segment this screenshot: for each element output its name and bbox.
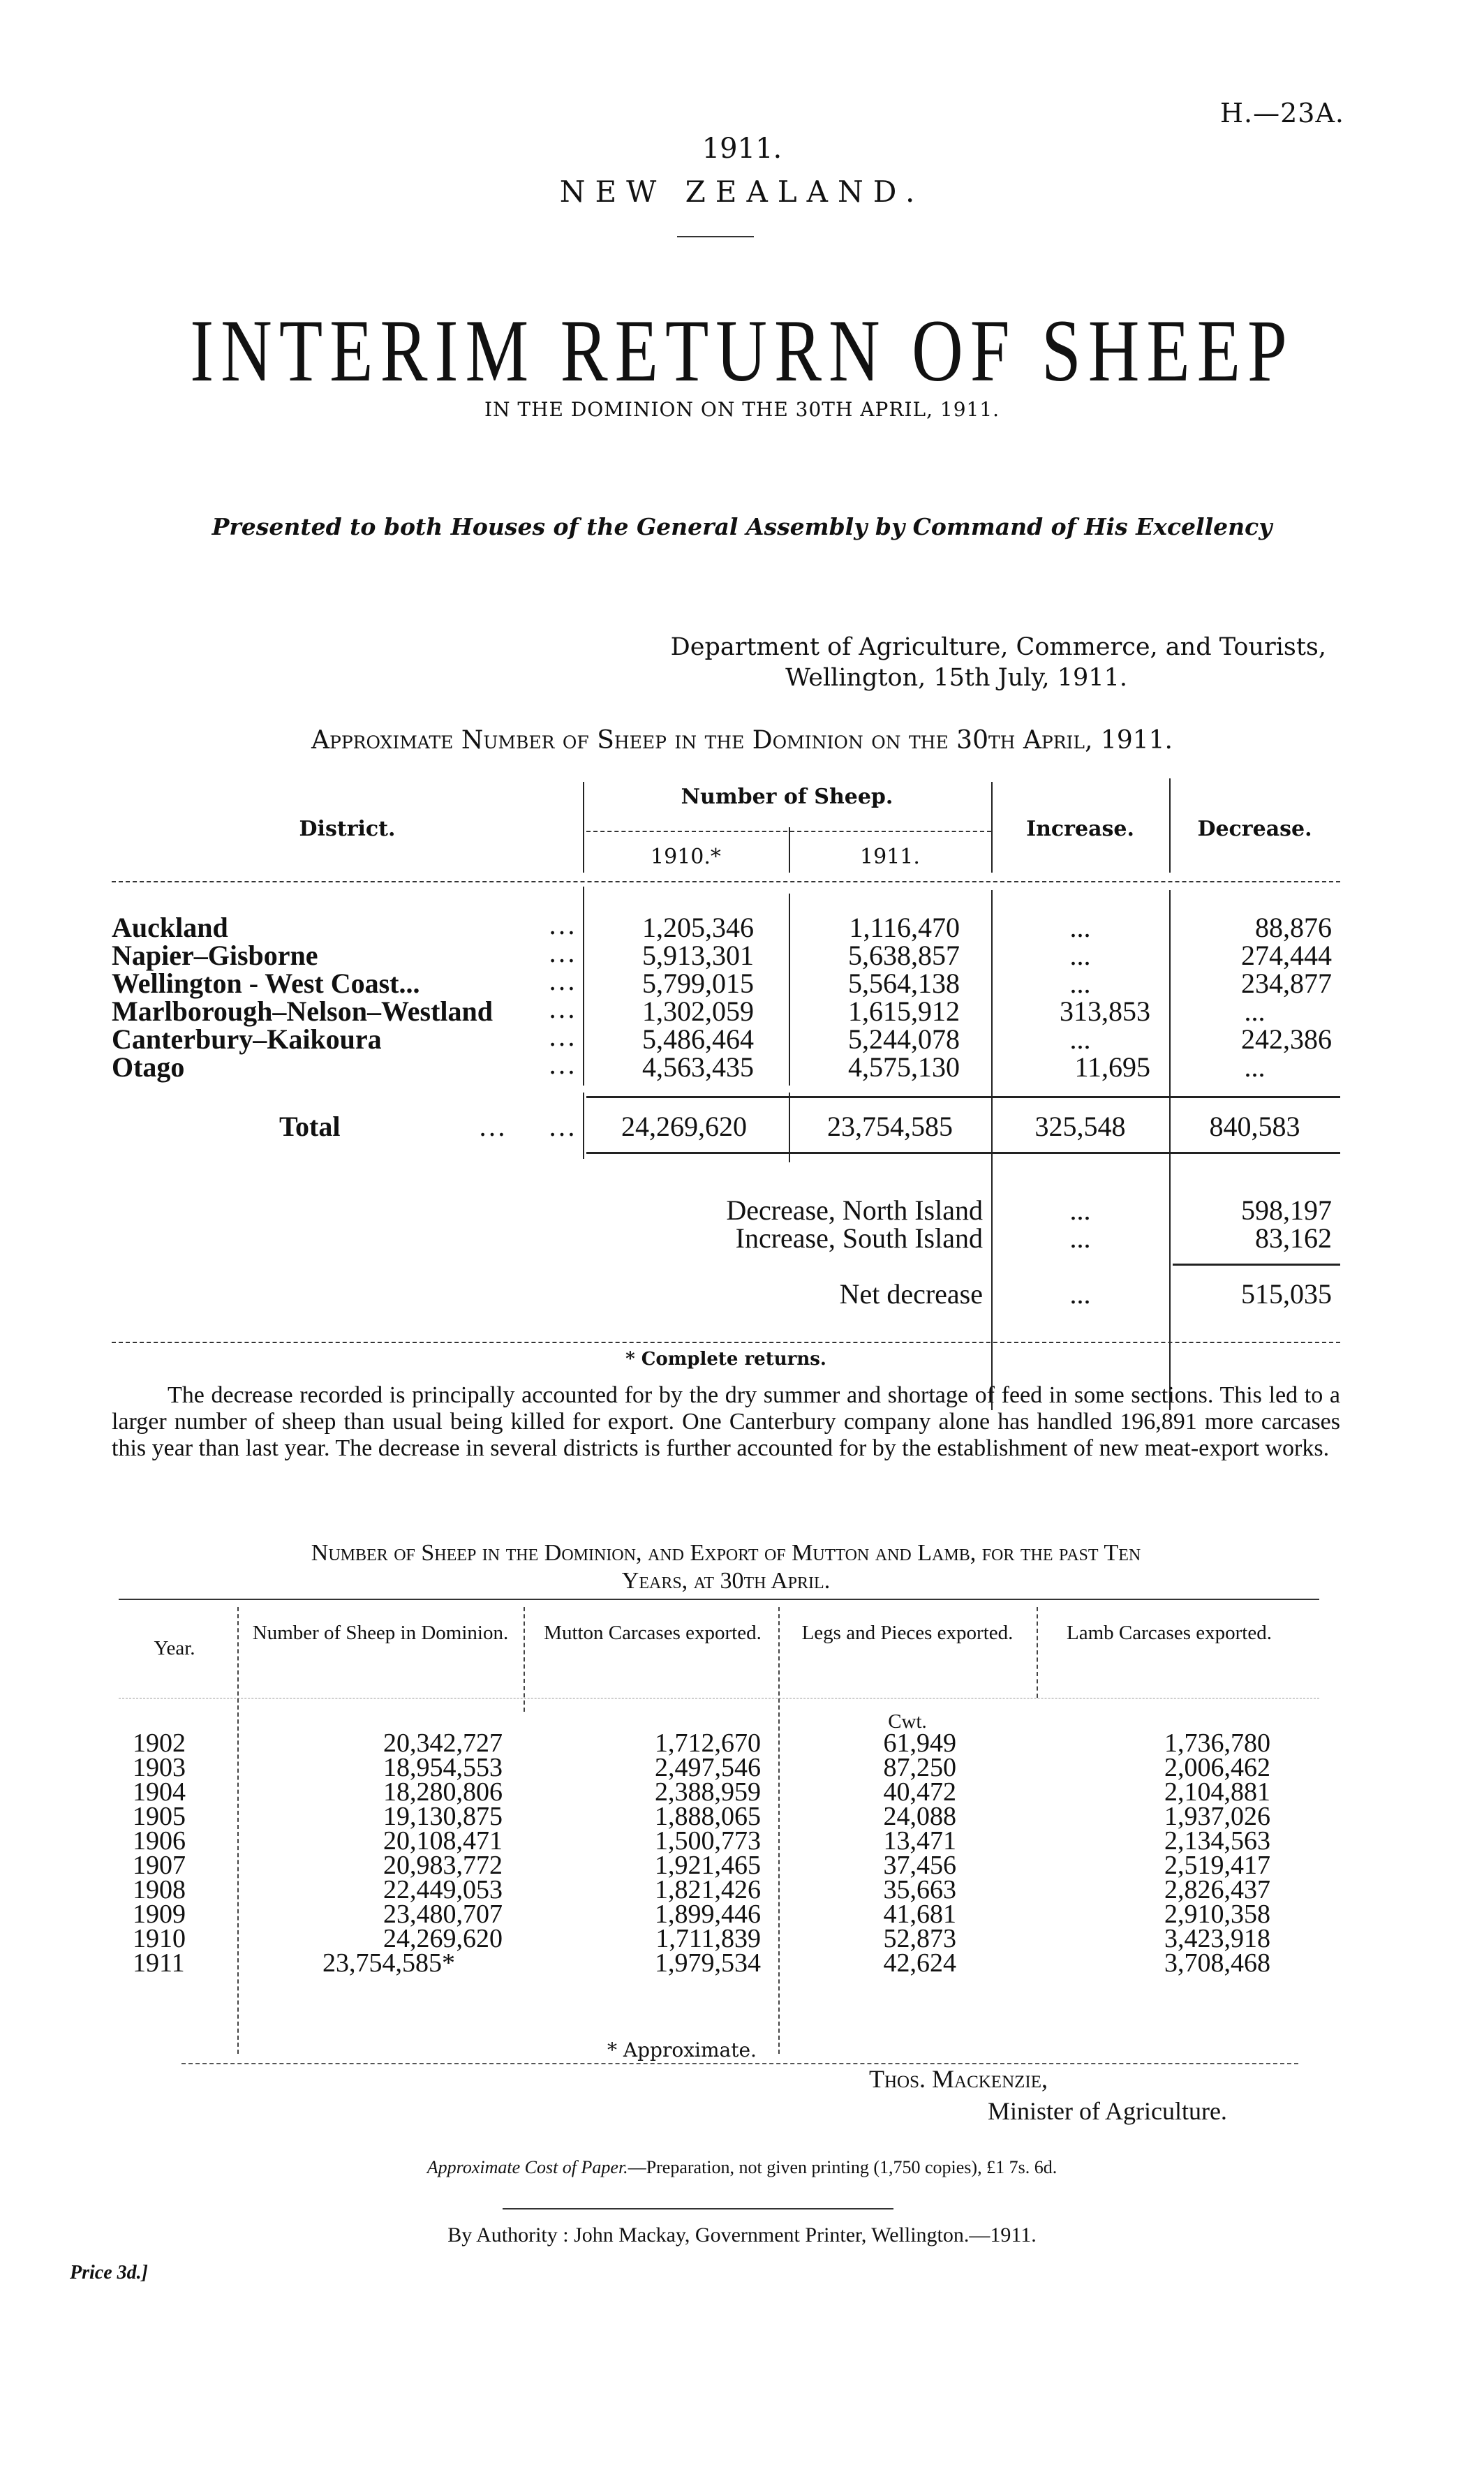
dot-leaders: … …	[478, 1111, 576, 1142]
value-increase: ...	[1069, 940, 1091, 971]
table2-title-line1: Number of Sheep in the Dominion, and Export of Mutton and Lamb, for the past Ten	[311, 1540, 1141, 1566]
divider	[677, 236, 754, 237]
legs-cell: 24,088	[883, 1802, 956, 1831]
mutton-cell: 1,888,065	[655, 1802, 761, 1831]
lamb-cell: 1,736,780	[1164, 1729, 1270, 1758]
header-number-of-sheep: Number of Sheep.	[681, 785, 893, 809]
header-subdivider	[586, 831, 991, 832]
table-body	[112, 1731, 1340, 1976]
year-cell: 1904	[133, 1777, 186, 1807]
sheep-cell: 20,983,772	[383, 1851, 503, 1880]
sheep-cell: 19,130,875	[383, 1802, 503, 1831]
year-cell: 1902	[133, 1729, 186, 1758]
sheep-cell: 24,269,620	[383, 1924, 503, 1953]
cost-text: —Preparation, not given printing (1,750 copies), £1 7s. 6d.	[628, 2157, 1058, 2177]
mutton-cell: 1,979,534	[655, 1948, 761, 1978]
value-1911: 5,638,857	[848, 940, 960, 971]
value-decrease: 88,876	[1255, 912, 1332, 943]
value-increase: 11,695	[1074, 1051, 1150, 1083]
value-decrease: 274,444	[1241, 940, 1332, 971]
mutton-cell: 1,921,465	[655, 1851, 761, 1880]
printer-imprint: By Authority : John Mackay, Government Printer, Wellington.—1911.	[447, 2223, 1037, 2246]
page-subtitle: IN THE DOMINION ON THE 30TH APRIL, 1911.	[484, 398, 1000, 421]
table-row	[112, 1802, 1340, 1831]
header-sheep: Number of Sheep in Dominion.	[252, 1622, 509, 1644]
summary-increase: ...	[1069, 1194, 1091, 1226]
table1-footnote: * Complete returns.	[625, 1349, 826, 1370]
column-divider	[1169, 890, 1171, 1410]
district-name: Napier–Gisborne	[112, 940, 318, 971]
value-decrease: ...	[1244, 1051, 1266, 1083]
summary-decrease: 83,162	[1255, 1222, 1332, 1254]
value-1910: 5,486,464	[642, 1023, 754, 1055]
lamb-cell: 2,006,462	[1164, 1753, 1270, 1782]
total-label: Total	[279, 1111, 341, 1142]
divider	[503, 2208, 893, 2209]
header-district: District.	[299, 817, 396, 841]
mutton-cell: 1,711,839	[655, 1924, 761, 1953]
legs-cell: 35,663	[883, 1875, 956, 1904]
value-1910: 5,913,301	[642, 940, 754, 971]
mutton-cell: 1,899,446	[655, 1900, 761, 1929]
sheep-cell: 20,108,471	[383, 1826, 503, 1856]
total-rule-bottom	[586, 1152, 1340, 1154]
net-increase: ...	[1069, 1278, 1091, 1310]
district-name: Auckland	[112, 912, 228, 943]
place-date-line: Wellington, 15th July, 1911.	[785, 664, 1127, 692]
year-cell: 1910	[133, 1924, 186, 1953]
table-row	[112, 1753, 1340, 1782]
table-row	[112, 1777, 1340, 1807]
table-row	[112, 1924, 1340, 1953]
value-decrease: ...	[1244, 995, 1266, 1027]
page-title: INTERIM RETURN OF SHEEP	[190, 302, 1294, 401]
table1-title: Approximate Number of Sheep in the Dominion on the 30th April, 1911.	[311, 726, 1173, 755]
legs-cell: 42,624	[883, 1948, 956, 1978]
table-top-rule	[119, 1599, 1319, 1600]
summary-label: Decrease, North Island	[726, 1194, 983, 1226]
summary-increase: ...	[1069, 1222, 1091, 1254]
year-cell: 1908	[133, 1875, 186, 1904]
mutton-cell: 1,500,773	[655, 1826, 761, 1856]
header-lamb: Lamb Carcases exported.	[1067, 1622, 1272, 1644]
district-name: Canterbury–Kaikoura	[112, 1023, 382, 1055]
lamb-cell: 3,423,918	[1164, 1924, 1270, 1953]
total-rule	[586, 1096, 1340, 1098]
lamb-cell: 2,134,563	[1164, 1826, 1270, 1856]
mutton-cell: 1,712,670	[655, 1729, 761, 1758]
legs-cell: 61,949	[883, 1729, 956, 1758]
header-1911: 1911.	[860, 845, 920, 869]
value-1911: 5,244,078	[848, 1023, 960, 1055]
value-1910: 1,205,346	[642, 912, 754, 943]
sheep-cell: 18,954,553	[383, 1753, 503, 1782]
value-1911: 1,116,470	[849, 912, 960, 943]
legs-cell: 87,250	[883, 1753, 956, 1782]
document-reference: H.—23A.	[1219, 98, 1344, 128]
sheep-cell: 23,480,707	[383, 1900, 503, 1929]
table2-title-line2: Years, at 30th April.	[621, 1568, 831, 1594]
legs-cell: 13,471	[883, 1826, 956, 1856]
paragraph-text: The decrease recorded is principally accounted for by the dry summer and shortage of feed in some sections. This led to a larger number of sheep than usual being killed for export. One Canterbury company alone has handled 196,891 more carcases this year than last year. The decrease in several districts is further accounted for by the establishment of new meat-export works.	[112, 1382, 1340, 1461]
year-cell: 1906	[133, 1826, 186, 1856]
district-name: Marlborough–Nelson–Westland	[112, 995, 493, 1027]
value-increase: ...	[1069, 1023, 1091, 1055]
header-rule	[112, 881, 1340, 882]
district-name: Otago	[112, 1051, 185, 1083]
price-label: Price 3d.]	[70, 2262, 148, 2283]
lamb-cell: 3,708,468	[1164, 1948, 1270, 1978]
legs-cell: 52,873	[883, 1924, 956, 1953]
mutton-cell: 2,497,546	[655, 1753, 761, 1782]
total-increase: 325,548	[1034, 1111, 1126, 1142]
lamb-cell: 2,104,881	[1164, 1777, 1270, 1807]
column-divider	[1037, 1607, 1038, 1698]
document-year: 1911.	[702, 133, 782, 165]
signatory-name: Thos. Mackenzie,	[869, 2065, 1048, 2093]
legs-unit: Cwt.	[888, 1710, 927, 1733]
total-1911: 23,754,585	[827, 1111, 953, 1142]
district-name: Wellington - West Coast...	[112, 968, 420, 999]
sheep-cell: 23,754,585*	[322, 1948, 455, 1978]
sheep-cell: 22,449,053	[383, 1875, 503, 1904]
lamb-cell: 1,937,026	[1164, 1802, 1270, 1831]
table2-footnote: * Approximate.	[607, 2038, 757, 2061]
department-address	[614, 632, 1326, 693]
value-increase: ...	[1069, 912, 1091, 943]
net-decrease: 515,035	[1241, 1278, 1332, 1310]
year-cell: 1911	[133, 1948, 185, 1978]
dot-leaders: … … … … … …	[548, 909, 576, 1080]
header-decrease: Decrease.	[1197, 817, 1312, 841]
sheep-cell: 18,280,806	[383, 1777, 503, 1807]
net-label: Net decrease	[839, 1278, 983, 1310]
summary-label: Increase, South Island	[735, 1222, 983, 1254]
country-heading: NEW ZEALAND.	[559, 175, 925, 209]
value-1910: 4,563,435	[642, 1051, 754, 1083]
legs-cell: 40,472	[883, 1777, 956, 1807]
table-row	[112, 1875, 1340, 1904]
explanatory-paragraph	[112, 1382, 1340, 1462]
total-1910: 24,269,620	[621, 1111, 747, 1142]
year-cell: 1905	[133, 1802, 186, 1831]
table-row	[112, 1902, 1340, 1927]
column-divider	[789, 894, 790, 1086]
cost-label: Approximate Cost of Paper.	[426, 2157, 628, 2177]
table2-title	[112, 1539, 1340, 1595]
table-bottom-rule	[112, 1342, 1340, 1343]
year-cell: 1909	[133, 1900, 186, 1929]
value-decrease: 234,877	[1241, 968, 1332, 999]
signatory-title: Minister of Agriculture.	[988, 2097, 1227, 2125]
header-year: Year.	[154, 1637, 195, 1659]
net-rule	[1173, 1264, 1340, 1266]
year-cell: 1903	[133, 1753, 186, 1782]
column-divider	[583, 887, 584, 1086]
lamb-cell: 2,910,358	[1164, 1900, 1270, 1929]
lamb-cell: 2,519,417	[1164, 1851, 1270, 1880]
table-row	[112, 1948, 1340, 1978]
legs-cell: 37,456	[883, 1851, 956, 1880]
value-1911: 4,575,130	[848, 1051, 960, 1083]
signature-block	[869, 2063, 1227, 2127]
table-row	[112, 1826, 1340, 1856]
table-row	[112, 1853, 1340, 1878]
table-row	[112, 1731, 1340, 1756]
header-increase: Increase.	[1026, 817, 1134, 841]
column-divider	[524, 1607, 525, 1712]
value-increase: 313,853	[1060, 995, 1150, 1027]
year-cell: 1907	[133, 1851, 186, 1880]
column-divider	[583, 1093, 584, 1159]
legs-cell: 41,681	[883, 1900, 956, 1929]
value-1911: 5,564,138	[848, 968, 960, 999]
mutton-cell: 1,821,426	[655, 1875, 761, 1904]
header-legs: Legs and Pieces exported.	[801, 1622, 1014, 1644]
header-mutton: Mutton Carcases exported.	[544, 1622, 762, 1644]
lamb-cell: 2,826,437	[1164, 1875, 1270, 1904]
value-1911: 1,615,912	[848, 995, 960, 1027]
value-1910: 5,799,015	[642, 968, 754, 999]
total-decrease: 840,583	[1209, 1111, 1300, 1142]
cost-of-paper	[0, 2157, 1484, 2178]
value-increase: ...	[1069, 968, 1091, 999]
value-1910: 1,302,059	[642, 995, 754, 1027]
department-line: Department of Agriculture, Commerce, and Tourists,	[670, 633, 1326, 661]
mutton-cell: 2,388,959	[655, 1777, 761, 1807]
summary-decrease: 598,197	[1241, 1194, 1332, 1226]
header-1910: 1910.*	[651, 845, 721, 869]
value-decrease: 242,386	[1241, 1023, 1332, 1055]
presented-statement: Presented to both Houses of the General Assembly by Command of His Excellency	[212, 513, 1272, 540]
sheep-cell: 20,342,727	[383, 1729, 503, 1758]
